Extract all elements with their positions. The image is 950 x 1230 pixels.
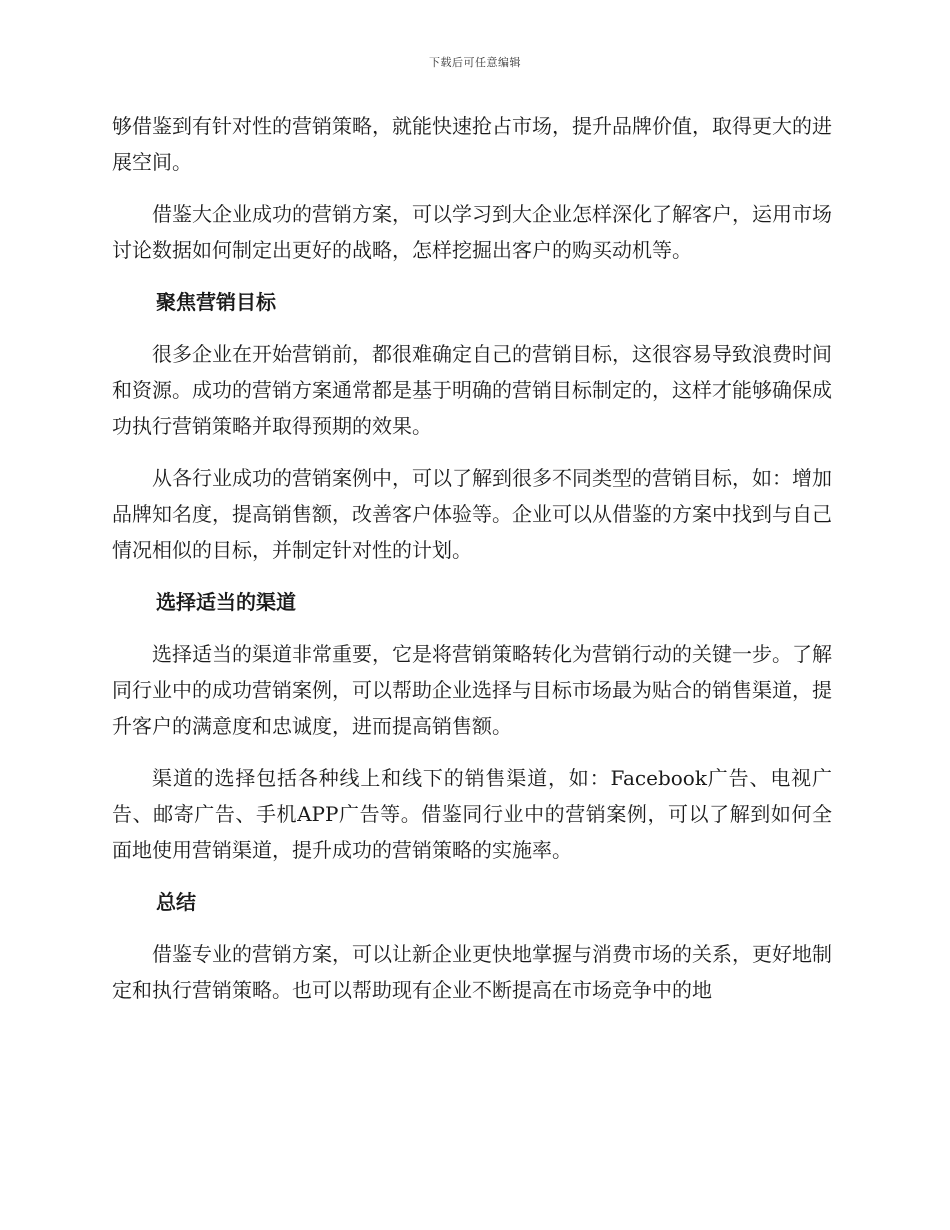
section-heading-focus-goals: 聚焦营销目标	[156, 290, 276, 314]
paragraph-summary: 借鉴专业的营销方案，可以让新企业更快地掌握与消费市场的关系，更好地制定和执行营销策略。也可以帮助现有企业不断提高在市场竞争中的地	[112, 942, 832, 1002]
paragraph-channels-types: 渠道的选择包括各种线上和线下的销售渠道，如：Facebook广告、电视广告、邮寄广告、手机APP广告等。借鉴同行业中的营销案例，可以了解到如何全面地使用营销渠道，提升成功的营销策略的实施率。	[112, 766, 832, 862]
document-body	[112, 108, 832, 1024]
paragraph-big-enterprise: 借鉴大企业成功的营销方案，可以学习到大企业怎样深化了解客户，运用市场讨论数据如何制定出更好的战略，怎样挖掘出客户的购买动机等。	[112, 202, 832, 262]
section-heading-summary: 总结	[156, 890, 196, 914]
paragraph-continued: 够借鉴到有针对性的营销策略，就能快速抢占市场，提升品牌价值，取得更大的进展空间。	[112, 114, 832, 174]
paragraph-goals-importance: 很多企业在开始营销前，都很难确定自己的营销目标，这很容易导致浪费时间和资源。成功的营销方案通常都是基于明确的营销目标制定的，这样才能够确保成功执行营销策略并取得预期的效果。	[112, 342, 832, 438]
page-header: 下载后可任意编辑	[429, 56, 521, 69]
paragraph-channels-importance: 选择适当的渠道非常重要，它是将营销策略转化为营销行动的关键一步。了解同行业中的成功营销案例，可以帮助企业选择与目标市场最为贴合的销售渠道，提升客户的满意度和忠诚度，进而提高销售额。	[112, 642, 832, 738]
paragraph-goals-examples: 从各行业成功的营销案例中，可以了解到很多不同类型的营销目标，如：增加品牌知名度，提高销售额，改善客户体验等。企业可以从借鉴的方案中找到与自己情况相似的目标，并制定针对性的计划。	[112, 466, 832, 562]
section-heading-channels: 选择适当的渠道	[156, 590, 296, 614]
